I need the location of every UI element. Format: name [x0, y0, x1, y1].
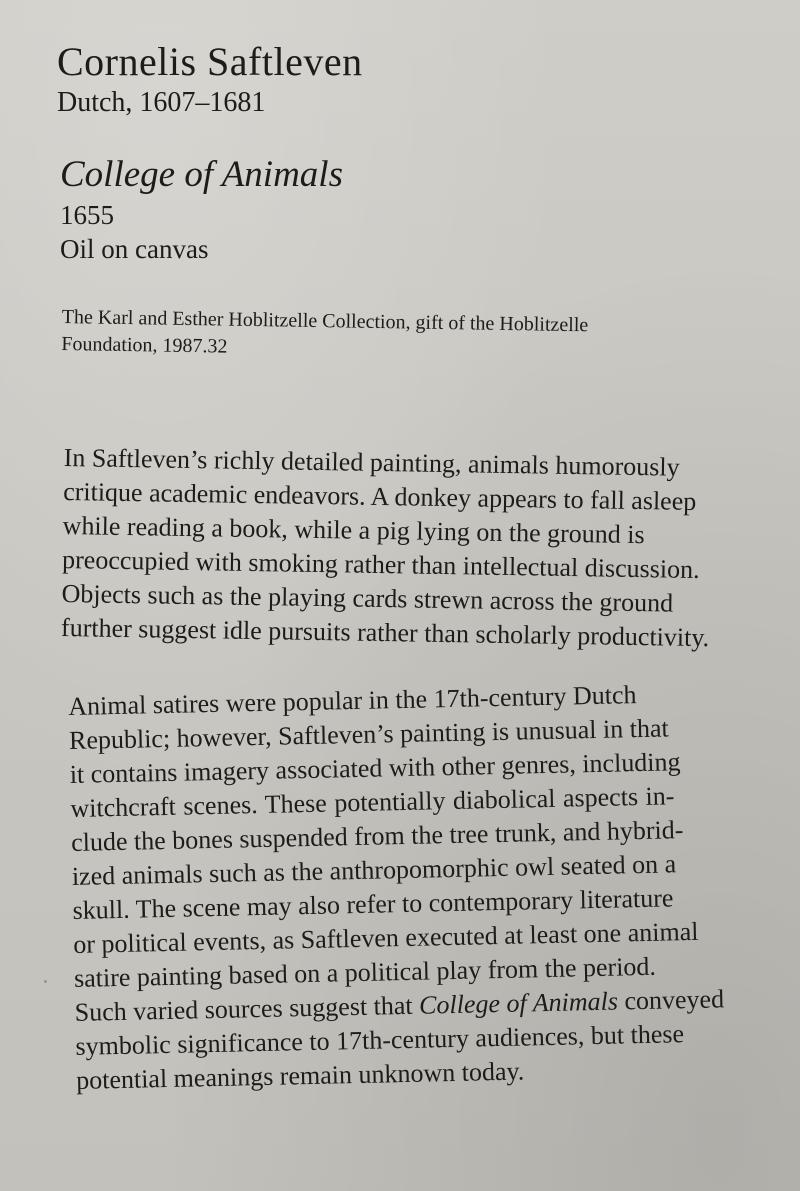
text-line: witchcraft scenes. These potentially diabolical aspects in-: [70, 781, 675, 823]
text-line: further suggest idle pursuits rather than scholarly productivity.: [60, 612, 710, 653]
text-line: Animal satires were popular in the 17th-century Dutch: [68, 680, 637, 721]
text-line: Republic; however, Saftleven’s painting is unusual in that: [68, 713, 669, 755]
text-line: skull. The scene may also refer to contemporary literature: [72, 883, 674, 925]
inline-artwork-title: College of Animals: [418, 986, 619, 1020]
artist-header: [57, 38, 757, 120]
text-line: while reading a book, while a pig lying on the ground is: [62, 510, 645, 550]
text-line: potential meanings remain unknown today.: [75, 1056, 525, 1095]
description-paragraph-2: [68, 675, 776, 1098]
text-line: preoccupied with smoking rather than intellectual discussion.: [61, 544, 700, 584]
text-line: or political events, as Saftleven executed at least one animal: [73, 916, 699, 959]
credit-line-1: The Karl and Esther Hoblitzelle Collection, gift of the Hoblitzelle: [61, 305, 589, 337]
artwork-title: College of Animals: [60, 154, 343, 195]
text-line: critique academic endeavors. A donkey appears to fall asleep: [62, 476, 697, 516]
text-line: clude the bones suspended from the tree trunk, and hybrid-: [70, 815, 684, 857]
text-line: ized animals such as the anthropomorphic owl seated on a: [71, 849, 677, 891]
wall-speck: [44, 980, 47, 983]
text-segment: conveyed: [617, 984, 725, 1016]
credit-line-2: Foundation, 1987.32: [61, 332, 228, 358]
artwork-date: 1655: [60, 200, 114, 230]
artwork-details: [60, 152, 760, 266]
description-paragraph-1: [61, 441, 764, 656]
text-line: satire painting based on a political play from the period.: [73, 951, 657, 993]
text-line: symbolic significance to 17th-century audiences, but these: [75, 1019, 685, 1061]
artist-nationality-dates: Dutch, 1607–1681: [57, 87, 266, 118]
credit-line: [61, 304, 722, 368]
text-line: Objects such as the playing cards strewn across the ground: [61, 578, 674, 618]
artwork-medium: Oil on canvas: [60, 234, 209, 264]
text-line: it contains imagery associated with other genres, including: [69, 747, 681, 789]
artist-name: Cornelis Saftleven: [57, 39, 363, 84]
text-line: In Saftleven’s richly detailed painting, animals humorously: [63, 442, 680, 482]
text-segment: Such varied sources suggest that: [74, 990, 420, 1027]
